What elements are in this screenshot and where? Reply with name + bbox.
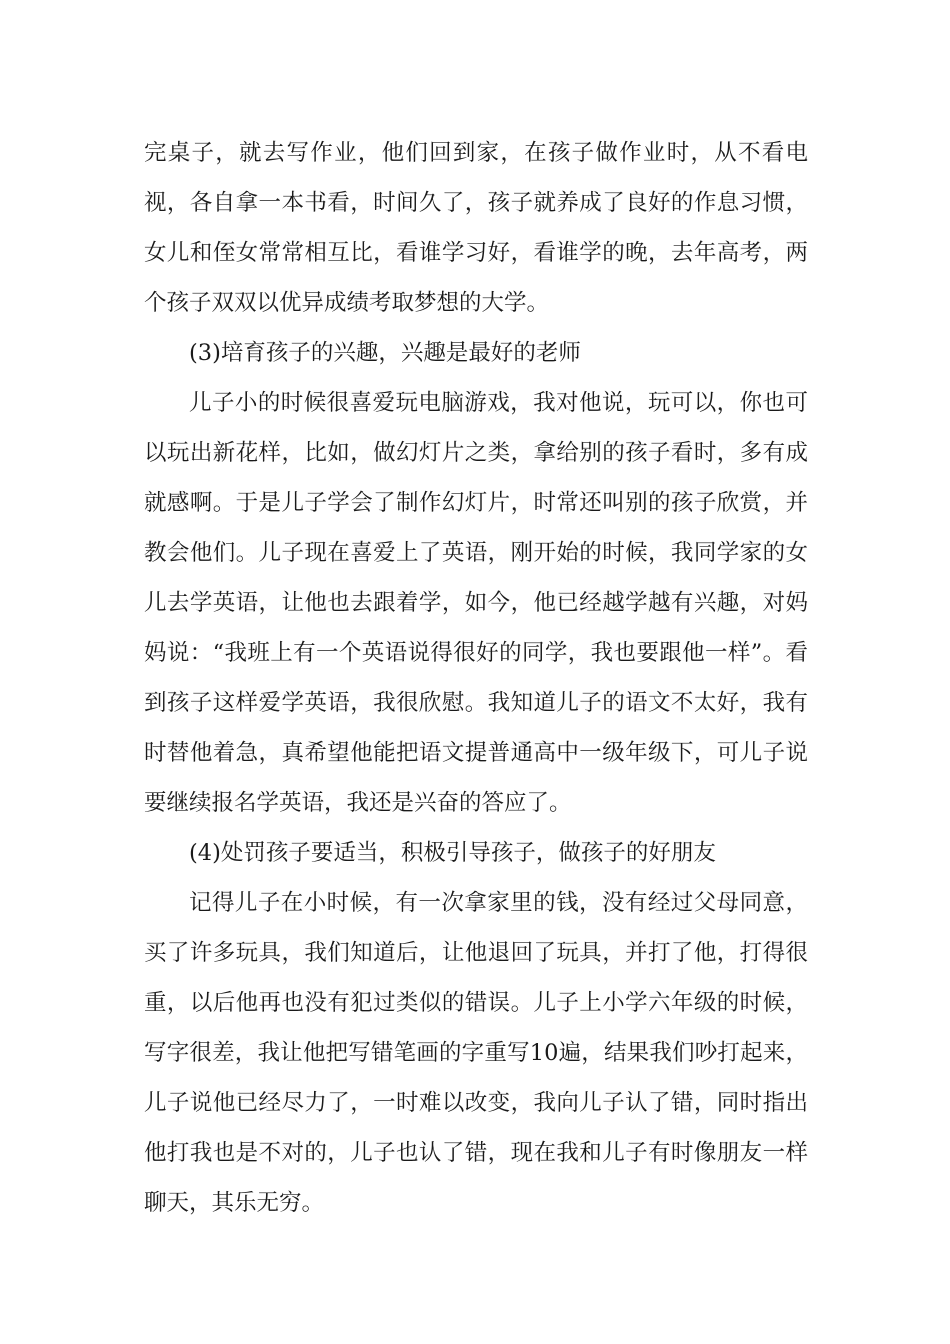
paragraph-study-habits: 完桌子，就去写作业，他们回到家，在孩子做作业时，从不看电视，各自拿一本书看，时间久了，孩子就养成了良好的作息习惯，女儿和侄女常常相互比，看谁学习好，看谁学的晚，去年高考，两个孩子双双以优异成绩考取梦想的大学。 [144, 140, 808, 316]
section-heading-interest: (3)培育孩子的兴趣，兴趣是最好的老师 [189, 340, 581, 366]
section-heading-discipline: (4)处罚孩子要适当，积极引导孩子，做孩子的好朋友 [189, 840, 716, 866]
document-body [144, 128, 808, 1228]
paragraph-interest: 儿子小的时候很喜爱玩电脑游戏，我对他说，玩可以，你也可以玩出新花样，比如，做幻灯片之类，拿给别的孩子看时，多有成就感啊。于是儿子学会了制作幻灯片，时常还叫别的孩子欣赏，并教会他们。儿子现在喜爱上了英语，刚开始的时候，我同学家的女儿去学英语，让他也去跟着学，如今，他已经越学越有兴趣，对妈妈说：“我班上有一个英语说得很好的同学，我也要跟他一样”。看到孩子这样爱学英语，我很欣慰。我知道儿子的语文不太好，我有时替他着急，真希望他能把语文提普通高中一级年级下，可儿子说要继续报名学英语，我还是兴奋的答应了。 [144, 390, 808, 816]
paragraph-discipline: 记得儿子在小时候，有一次拿家里的钱，没有经过父母同意，买了许多玩具，我们知道后，让他退回了玩具，并打了他，打得很重，以后他再也没有犯过类似的错误。儿子上小学六年级的时候，写字很差，我让他把写错笔画的字重写10遍，结果我们吵打起来，儿子说他已经尽力了，一时难以改变，我向儿子认了错，同时指出他打我也是不对的，儿子也认了错，现在我和儿子有时像朋友一样聊天，其乐无穷。 [144, 890, 808, 1216]
